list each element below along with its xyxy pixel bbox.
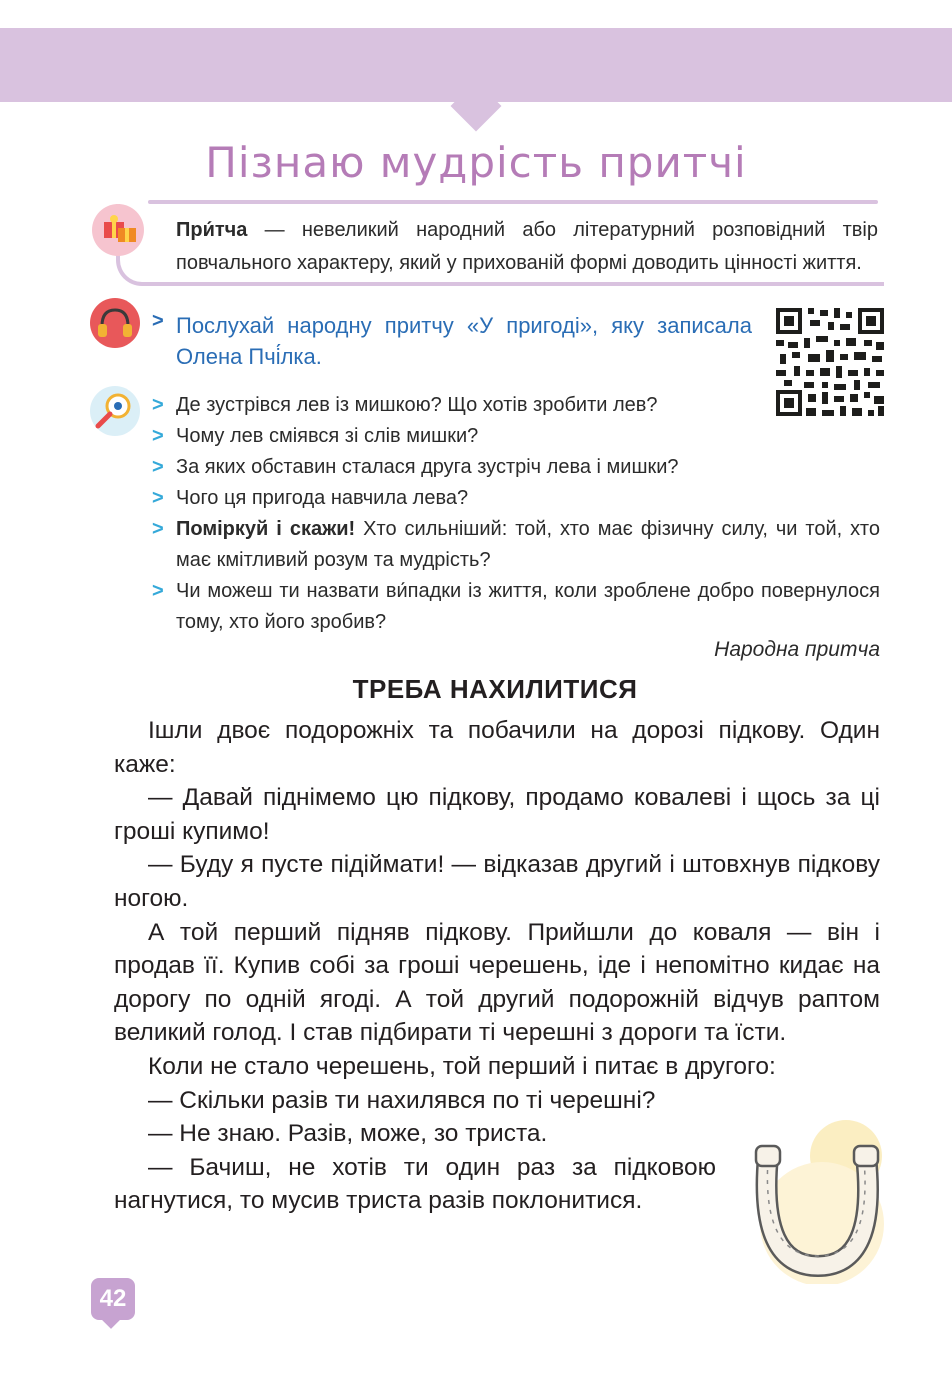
- bullet-chevron-icon: >: [152, 425, 164, 447]
- list-item: > Чого ця пригода навчила лева?: [152, 483, 880, 514]
- page-number: 42: [91, 1278, 135, 1320]
- story-paragraph: Ішли двоє подорожніх та побачили на дорозі підкову. Один каже:: [114, 717, 880, 778]
- list-item: > Чи можеш ти назвати ви́падки із життя, коли зроблене добро повернулося тому, хто його зробив?: [152, 576, 880, 638]
- bullet-chevron-icon: >: [152, 487, 164, 509]
- page-title: Пізнаю мудрість притчі: [205, 138, 747, 187]
- story-paragraph: — Скільки разів ти нахилявся по ті черешні?: [148, 1086, 656, 1114]
- listen-text: Послухай народну притчу «У пригоді», яку записала Олена Пчі́лка.: [176, 313, 752, 369]
- magnifier-eye-icon: [90, 386, 140, 436]
- story-paragraph: — Не знаю. Разів, може, зо триста.: [148, 1120, 548, 1148]
- bullet-chevron-icon: >: [152, 394, 164, 416]
- definition-body: — невеликий народний або літературний розповідний твір повчального характеру, який у прихованій формі доводить цінності життя.: [176, 219, 878, 274]
- bullet-chevron-icon: >: [152, 518, 164, 540]
- list-item: > Поміркуй і скажи! Хто сильніший: той, хто має фізичну силу, чи той, хто має кмітливий розум та мудрість?: [152, 514, 880, 576]
- story-paragraph: А той перший підняв підкову. Прийшли до коваля — він і продав її. Купив собі за гроші черешень, іде і непомітно кидає на дорогу по одній ягоді. А той другий подорожній відчув раптом великий голод. І став підбирати ті черешні з дороги та їсти.: [114, 918, 880, 1047]
- listen-arrow: >: [152, 310, 164, 332]
- listen-task: [152, 310, 752, 372]
- definition-text: [176, 214, 878, 280]
- story-paragraph: — Давай піднімемо цю підкову, продамо ковалеві і щось за ці гроші купимо!: [114, 784, 880, 845]
- story-paragraph: — Буду я пусте підіймати! — відказав другий і штовхнув підкову ногою.: [114, 851, 880, 912]
- bullet-chevron-icon: >: [152, 580, 164, 602]
- definition-term: При́тча: [176, 219, 248, 241]
- story-paragraph: — Бачиш, не хотів ти один раз за підковою нагнутися, то мусив триста разів поклонитися.: [114, 1153, 716, 1215]
- horseshoe-illustration: [748, 1116, 890, 1284]
- list-item: > Чому лев сміявся зі слів мишки?: [152, 421, 880, 452]
- headphones-icon: [90, 298, 140, 348]
- list-item: > За яких обставин сталася друга зустріч лева і мишки?: [152, 452, 880, 483]
- story-title: ТРЕБА НАХИЛИТИСЯ: [352, 674, 638, 704]
- story-paragraph: Коли не стало черешень, той перший і питає в другого:: [148, 1052, 776, 1080]
- bullet-chevron-icon: >: [152, 456, 164, 478]
- story-source: Народна притча: [714, 638, 880, 661]
- questions-list: [152, 390, 880, 638]
- list-item: > Де зустрівся лев із мишкою? Що хотів зробити лев?: [152, 390, 880, 421]
- gift-icon: [92, 204, 144, 256]
